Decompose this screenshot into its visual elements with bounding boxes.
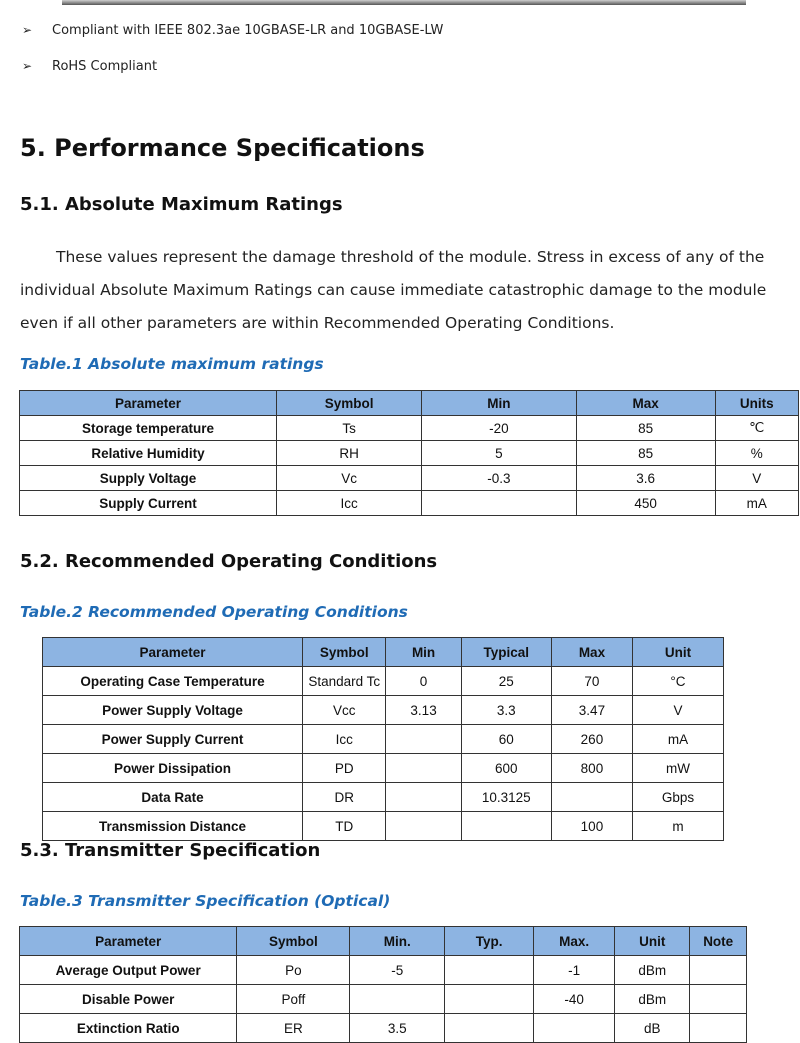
table-cell: [422, 491, 577, 516]
table-cell: [445, 1014, 534, 1043]
column-header: Note: [690, 927, 747, 956]
parameter-cell: Disable Power: [20, 985, 237, 1014]
column-header: Typ.: [445, 927, 534, 956]
table-cell: dBm: [615, 956, 690, 985]
arrow-bullet-icon: ➢: [22, 59, 33, 73]
table-row: [43, 696, 724, 725]
table-row: [43, 783, 724, 812]
table-cell: 60: [461, 725, 551, 754]
column-header: Max.: [534, 927, 615, 956]
parameter-cell: Power Dissipation: [43, 754, 303, 783]
table-cell: 260: [551, 725, 632, 754]
table-cell: mA: [632, 725, 723, 754]
table-cell: 10.3125: [461, 783, 551, 812]
table-cell: V: [715, 466, 799, 491]
table-cell: Icc: [302, 725, 386, 754]
column-header: Typical: [461, 638, 551, 667]
table-cell: mA: [715, 491, 799, 516]
table-cell: [445, 956, 534, 985]
section-heading: 5. Performance Specifications: [20, 134, 425, 162]
table-cell: -5: [350, 956, 445, 985]
table-cell: [386, 812, 461, 841]
column-header: Min.: [350, 927, 445, 956]
table-cell: [690, 985, 747, 1014]
table-cell: V: [632, 696, 723, 725]
table-cell: [386, 725, 461, 754]
table-cell: RH: [277, 441, 422, 466]
table-cell: PD: [302, 754, 386, 783]
parameter-cell: Transmission Distance: [43, 812, 303, 841]
arrow-bullet-icon: ➢: [22, 23, 33, 37]
table-caption: Table.1 Absolute maximum ratings: [20, 355, 324, 373]
column-header: Unit: [615, 927, 690, 956]
table-cell: -40: [534, 985, 615, 1014]
table-cell: [461, 812, 551, 841]
table-row: [20, 416, 799, 441]
column-header: Symbol: [302, 638, 386, 667]
table-cell: 3.5: [350, 1014, 445, 1043]
table-cell: %: [715, 441, 799, 466]
table-cell: [534, 1014, 615, 1043]
absolute-maximum-ratings-table: [19, 390, 799, 516]
parameter-cell: Storage temperature: [20, 416, 277, 441]
table-cell: Standard Tc: [302, 667, 386, 696]
table-cell: °C: [632, 667, 723, 696]
column-header: Min: [422, 391, 577, 416]
table-row: [20, 466, 799, 491]
bullet-text: Compliant with IEEE 802.3ae 10GBASE-LR and 10GBASE-LW: [52, 23, 444, 38]
table-cell: -20: [422, 416, 577, 441]
parameter-cell: Supply Current: [20, 491, 277, 516]
table-header-row: [43, 638, 724, 667]
table-row: [20, 491, 799, 516]
column-header: Parameter: [43, 638, 303, 667]
table-header-row: [20, 391, 799, 416]
table-cell: Vcc: [302, 696, 386, 725]
subsection-heading: 5.2. Recommended Operating Conditions: [20, 551, 438, 572]
table-cell: Po: [237, 956, 350, 985]
table-cell: dBm: [615, 985, 690, 1014]
table-row: [20, 956, 747, 985]
table-cell: m: [632, 812, 723, 841]
table-cell: mW: [632, 754, 723, 783]
column-header: Max: [551, 638, 632, 667]
paragraph-line: even if all other parameters are within Recommended Operating Conditions.: [20, 314, 615, 332]
table-cell: DR: [302, 783, 386, 812]
table-cell: 3.47: [551, 696, 632, 725]
column-header: Symbol: [277, 391, 422, 416]
table-cell: 800: [551, 754, 632, 783]
table-header-row: [20, 927, 747, 956]
table-row: [20, 985, 747, 1014]
page-header-rule: [62, 0, 746, 5]
column-header: Units: [715, 391, 799, 416]
parameter-cell: Operating Case Temperature: [43, 667, 303, 696]
bullet-text: RoHS Compliant: [52, 59, 158, 74]
table-row: [43, 667, 724, 696]
transmitter-specification-table: [19, 926, 747, 1043]
table-cell: Vc: [277, 466, 422, 491]
parameter-cell: Power Supply Voltage: [43, 696, 303, 725]
table-cell: [386, 783, 461, 812]
table-cell: Icc: [277, 491, 422, 516]
table-cell: 3.3: [461, 696, 551, 725]
table-cell: ℃: [715, 416, 799, 441]
table-cell: [445, 985, 534, 1014]
table-row: [43, 754, 724, 783]
table-cell: TD: [302, 812, 386, 841]
column-header: Max: [576, 391, 715, 416]
table-cell: [551, 783, 632, 812]
column-header: Symbol: [237, 927, 350, 956]
parameter-cell: Relative Humidity: [20, 441, 277, 466]
table-cell: -1: [534, 956, 615, 985]
table-cell: 3.13: [386, 696, 461, 725]
table-cell: 85: [576, 441, 715, 466]
table-cell: [690, 956, 747, 985]
table-cell: 5: [422, 441, 577, 466]
table-row: [20, 441, 799, 466]
table-caption: Table.2 Recommended Operating Conditions: [20, 603, 408, 621]
subsection-heading: 5.1. Absolute Maximum Ratings: [20, 194, 343, 215]
table-cell: dB: [615, 1014, 690, 1043]
paragraph-line: individual Absolute Maximum Ratings can cause immediate catastrophic damage to the module: [20, 281, 767, 299]
column-header: Parameter: [20, 391, 277, 416]
table-cell: 25: [461, 667, 551, 696]
table-cell: Poff: [237, 985, 350, 1014]
table-cell: 70: [551, 667, 632, 696]
table-cell: -0.3: [422, 466, 577, 491]
paragraph-line: These values represent the damage threshold of the module. Stress in excess of any of the: [56, 248, 765, 266]
table-cell: [350, 985, 445, 1014]
table-row: [43, 725, 724, 754]
column-header: Unit: [632, 638, 723, 667]
table-cell: 450: [576, 491, 715, 516]
table-row: [20, 1014, 747, 1043]
parameter-cell: Power Supply Current: [43, 725, 303, 754]
parameter-cell: Extinction Ratio: [20, 1014, 237, 1043]
table-cell: Gbps: [632, 783, 723, 812]
table-cell: [386, 754, 461, 783]
recommended-operating-conditions-table: [42, 637, 724, 841]
subsection-heading: 5.3. Transmitter Specification: [20, 840, 321, 861]
table-cell: Ts: [277, 416, 422, 441]
parameter-cell: Data Rate: [43, 783, 303, 812]
column-header: Parameter: [20, 927, 237, 956]
parameter-cell: Average Output Power: [20, 956, 237, 985]
table-row: [43, 812, 724, 841]
table-cell: 600: [461, 754, 551, 783]
table-caption: Table.3 Transmitter Specification (Optical): [20, 892, 391, 910]
table-cell: ER: [237, 1014, 350, 1043]
column-header: Min: [386, 638, 461, 667]
table-cell: 0: [386, 667, 461, 696]
table-cell: [690, 1014, 747, 1043]
table-cell: 100: [551, 812, 632, 841]
parameter-cell: Supply Voltage: [20, 466, 277, 491]
table-cell: 85: [576, 416, 715, 441]
table-cell: 3.6: [576, 466, 715, 491]
